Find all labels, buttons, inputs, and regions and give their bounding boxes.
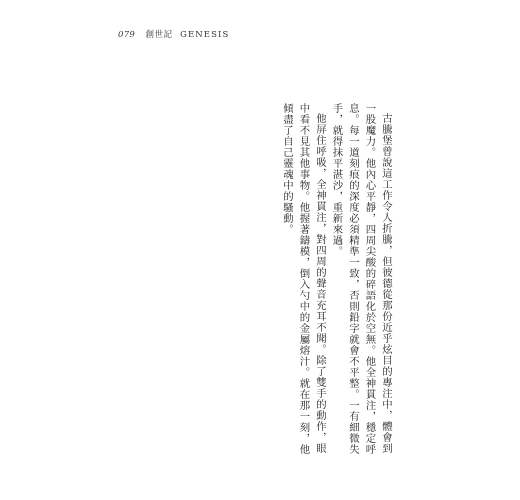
paragraph-2: 他屏住呼吸，全神貫注，對四周的聲音充耳不聞。除了雙手的動作，眼中看不見其他事物。他握著鑄模，倒入勺中的金屬熔汁。就在那一刻，他傾盡了自己靈魂中的騷動。 [281, 103, 326, 455]
paragraph-1: 古騰堡曾說這工作令人折騰，但彼德從那份近乎炫目的專注中，體會到一股魔力。他內心平靜，四周尖酸的碎語化於空無。他全神貫注，穩定呼息。每一道刻痕的深度必須精準一致，否則鉛字就會不平整。一有細微失手，就得抹平湛沙，重新來過。 [330, 103, 392, 455]
book-title-english: GENESIS [180, 30, 230, 40]
page-number: 079 [118, 30, 136, 40]
vertical-body-text [279, 103, 395, 463]
book-title-chinese: 創世記 [145, 30, 173, 40]
running-header [118, 28, 229, 40]
